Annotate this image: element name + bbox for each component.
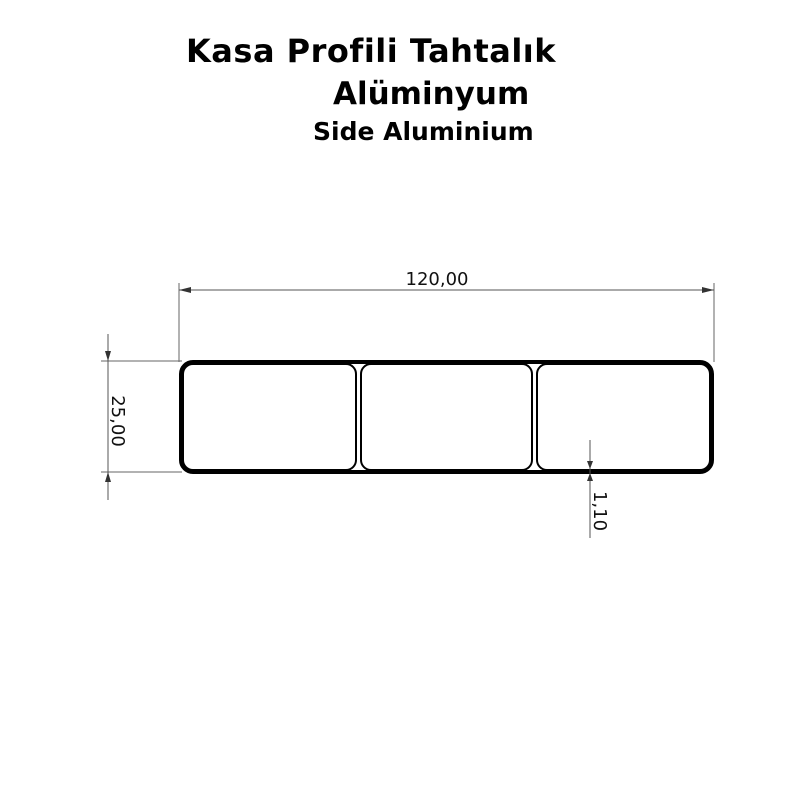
chamber-right: [537, 364, 710, 470]
width-dimension: [179, 269, 714, 362]
chamber-left: [183, 364, 356, 470]
title-english: Side Aluminium: [313, 117, 534, 146]
width-value: 120,00: [405, 269, 469, 290]
width-arrow-left: [179, 287, 191, 293]
thickness-value: 1,10: [589, 490, 610, 532]
height-arrow-top: [105, 351, 111, 361]
profile-section: [181, 362, 712, 472]
title-product-name: Kasa Profili Tahtalık: [186, 32, 557, 70]
chamber-middle: [361, 364, 532, 470]
height-value: 25,00: [107, 395, 128, 447]
title-material: Alüminyum: [333, 76, 530, 112]
thickness-arrow-bottom: [587, 473, 593, 481]
height-arrow-bottom: [105, 472, 111, 482]
height-dimension: [101, 334, 182, 500]
width-arrow-right: [702, 287, 714, 293]
